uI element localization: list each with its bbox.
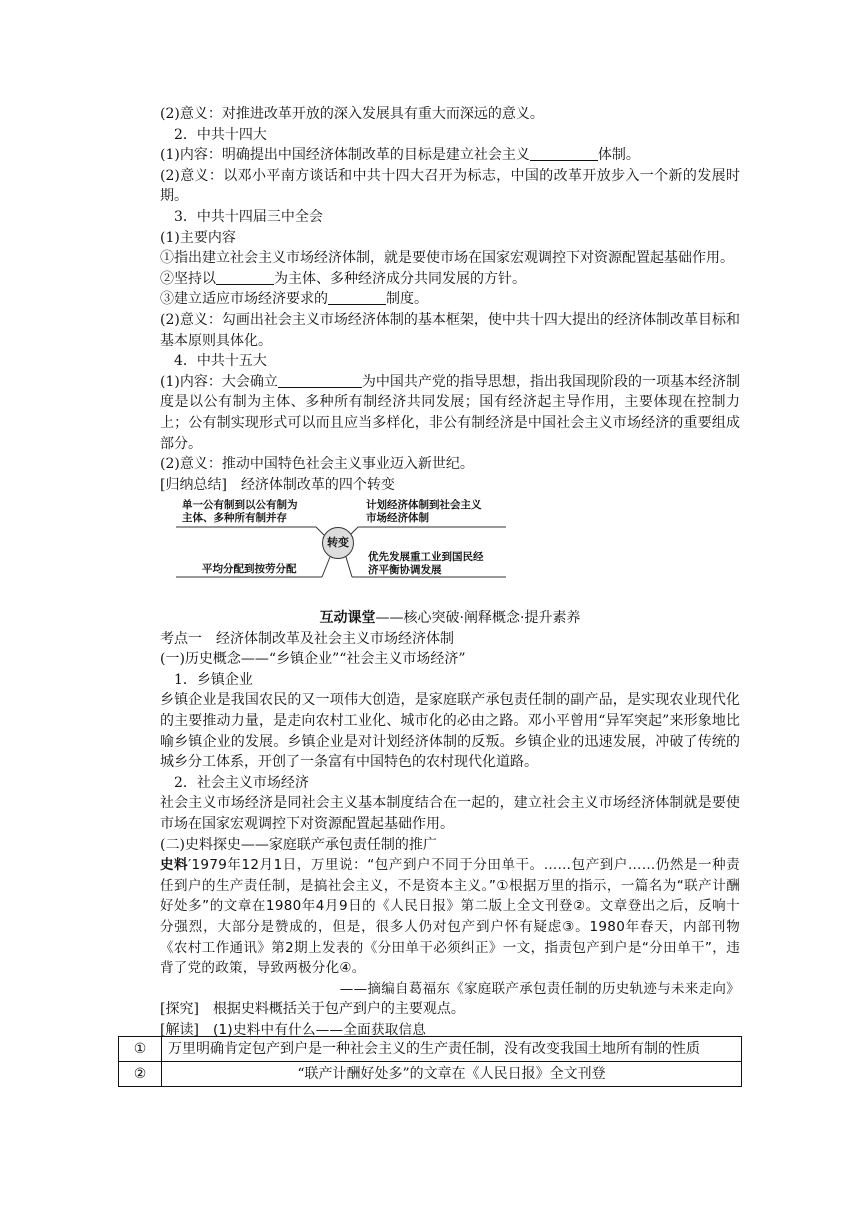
- para-content-14th: (1)内容：明确提出中国经济体制改革的目标是建立社会主义 体制。: [160, 147, 640, 164]
- para-point-2: ②坚持以 为主体、多种经济成分共同发展的方针。: [160, 270, 526, 287]
- transition-market: 计划经济体制到社会主义 市场经济体制: [366, 499, 482, 525]
- para-significance-14th: (2)意义：以邓小平南方谈话和中共十四大召开为标志，中国的改革开放步入一个新的发展时期。: [160, 167, 740, 205]
- para-significance-plenum: (2)意义：勾画出社会主义市场经济体制的基本框架，使中共十四大提出的经济体制改革目标和基本原则具体化。: [160, 311, 740, 349]
- interactive-section: [160, 608, 740, 1040]
- fill-blank[interactable]: [216, 270, 274, 285]
- fill-blank[interactable]: [278, 373, 362, 388]
- para-content-15th: (1)内容：大会确立 为中国共产党的指导思想，指出我国现阶段的一项基本经济制度是以公有制为主体、多种所有制经济共同发展；国有经济起主导作用，主要体现在控制力上；公有制实现形式可以而且应当多样化，非公有制经济是中国社会主义市场经济的重要组成部分。: [160, 373, 740, 452]
- info-table: [118, 1036, 742, 1087]
- summary-heading: [归纳总结] 经济体制改革的四个转变: [160, 476, 395, 493]
- heading-township: 1．乡镇企业: [174, 671, 253, 688]
- kaodian-heading: 考点一 经济体制改革及社会主义市场经济体制: [160, 630, 454, 647]
- table-row: [119, 1062, 742, 1087]
- subheading-sources: (二)史料探史——家庭联产承包责任制的推广: [160, 836, 437, 853]
- heading-14th-congress: 2．中共十四大: [174, 126, 267, 143]
- table-cell-num: ②: [119, 1062, 162, 1087]
- para-township: 乡镇企业是我国农民的又一项伟大创造，是家庭联产承包责任制的副产品，是实现农业现代化的主要推动力量，是走向农村工业化、城市化的必由之路。邓小平曾用“异军突起”来形象地比喻乡镇企业的发展。乡镇企业是对计划经济体制的反叛。乡镇企业的迅速发展，冲破了传统的城乡分工体系，开创了一条富有中国特色的农村现代化道路。: [160, 692, 740, 771]
- diagram-center-node: 转变: [322, 527, 354, 559]
- transition-industry: 优先发展重工业到国民经 济平衡协调发展: [368, 551, 484, 577]
- fill-blank[interactable]: [328, 290, 386, 305]
- explore-prompt: [探究] 根据史料概括关于包产到户的主要观点。: [160, 1001, 465, 1018]
- heading-third-plenum: 3．中共十四届三中全会: [174, 208, 323, 225]
- fill-blank[interactable]: [530, 146, 598, 161]
- table-cell-num: ①: [119, 1037, 162, 1062]
- document-body: [160, 104, 740, 589]
- subheading-concepts: (一)历史概念——“乡镇企业”“社会主义市场经济”: [160, 651, 466, 668]
- heading-15th-congress: 4．中共十五大: [174, 353, 267, 370]
- para-market-economy: 社会主义市场经济是同社会主义基本制度结合在一起的，建立社会主义市场经济体制就是要使市场在国家宏观调控下对资源配置起基础作用。: [160, 795, 740, 832]
- para-point-3: ③建立适应市场经济要求的 制度。: [160, 291, 428, 308]
- transition-distribution: 平均分配到按劳分配: [202, 563, 297, 576]
- para-significance-15th: (2)意义：推动中国特色社会主义事业迈入新世纪。: [160, 456, 474, 473]
- para-point-1: ①指出建立社会主义市场经济体制，就是要使市场在国家宏观调控下对资源配置起基础作用。: [160, 250, 734, 267]
- source-quote: 史料′1979年12月1日，万里说：“包产到户不同于分田单干。……包产到户……仍然是一种责任到户的生产责任制，是搞社会主义，不是资本主义。”①根据万里的指示，一篇名为“联产计酬好处多”的文章在1980年4月9日的《人民日报》第二版上全文刊登②。文章登出之后，反响十分强烈，大部分是赞成的，但是，很多人仍对包产到户怀有疑虑③。1980年春天，内部刊物《农村工作通讯》第2期上发表的《分田单干必须纠正》一文，指责包产到户是“分田单干”，违背了党的政策，导致两极分化④。: [160, 857, 740, 977]
- heading-market-economy: 2．社会主义市场经济: [174, 774, 309, 791]
- source-citation: ——摘编自葛福东《家庭联产承包责任制的历史轨迹与未来走向》: [339, 980, 740, 997]
- section-heading: 互动课堂——核心突破·阐释概念·提升素养: [319, 610, 581, 626]
- transition-ownership: 单一公有制到以公有制为 主体、多种所有制并存: [182, 499, 298, 525]
- table-cell-text: “联产计酬好处多”的文章在《人民日报》全文刊登: [162, 1062, 742, 1087]
- table-cell-text: 万里明确肯定包产到户是一种社会主义的生产责任制，没有改变我国土地所有制的性质: [162, 1037, 742, 1062]
- subheading-main-content: (1)主要内容: [160, 229, 236, 246]
- four-transitions-diagram: [176, 497, 516, 589]
- read-prompt: [解读] (1)史料中有什么——全面获取信息: [160, 1021, 427, 1038]
- table-row: [119, 1037, 742, 1062]
- para-significance-1: (2)意义：对推进改革开放的深入发展具有重大而深远的意义。: [160, 106, 544, 122]
